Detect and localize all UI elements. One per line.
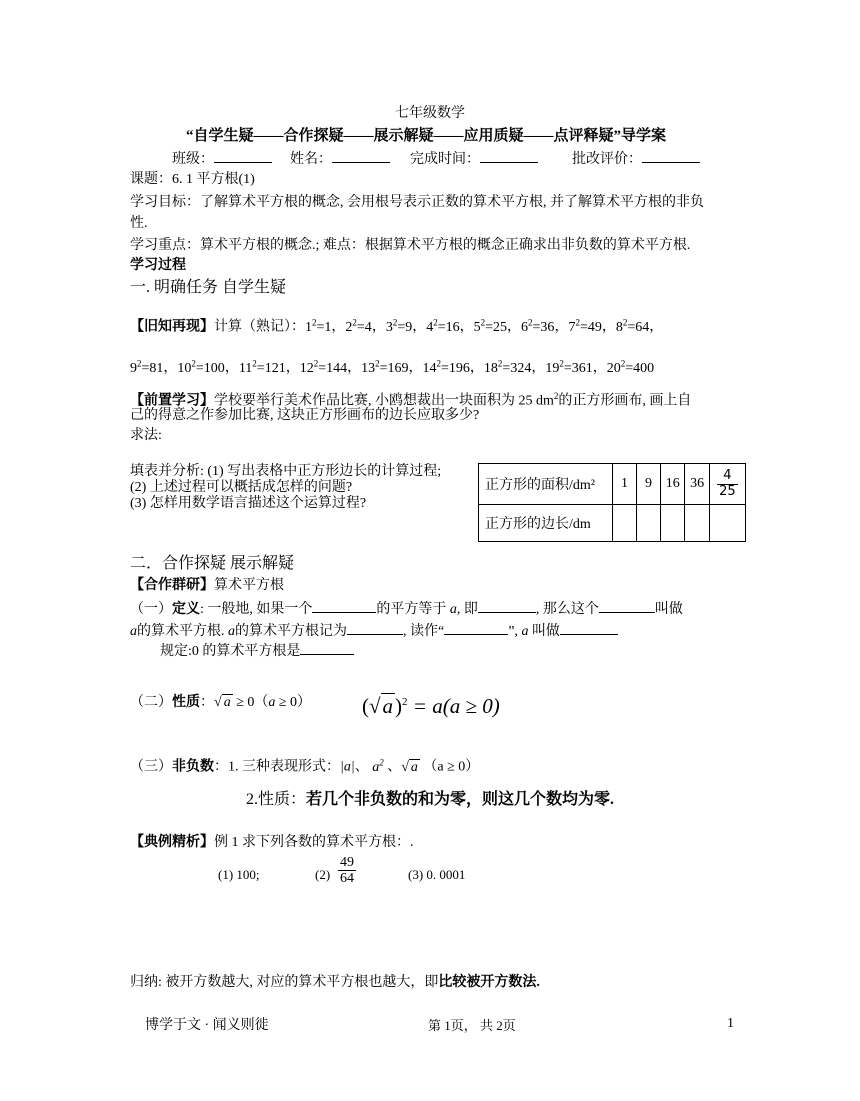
example-item-1: (1) 100; — [218, 867, 260, 882]
time-field — [410, 148, 538, 170]
study-topic: 算术平方根 — [214, 578, 284, 593]
prop-label: （二） — [130, 695, 172, 710]
side-cell[interactable] — [612, 505, 636, 542]
example-line — [130, 833, 414, 853]
fraction-49-64 — [338, 855, 356, 887]
def-text2: 的平方等于 — [376, 602, 447, 617]
square-fact: $3^2=9$ — [385, 317, 413, 335]
def2-a3: a — [521, 624, 529, 639]
review-line1 — [130, 312, 663, 338]
review-line2 — [130, 353, 654, 379]
prop-ineq: ≥ 0（ — [236, 695, 269, 710]
fraction — [717, 469, 738, 499]
pre-line2: 己的得意之作参加比赛, 这块正方形画布的边长应取多少? — [130, 408, 480, 423]
analysis-line3: (3) 怎样用数学语言描述这个运算过程? — [130, 496, 367, 511]
lesson-topic: 课题：6. 1 平方根(1) — [130, 172, 255, 187]
def-blank3[interactable] — [599, 598, 655, 613]
area-cell: 9 — [636, 464, 660, 505]
table-row — [479, 464, 746, 505]
def2-text2: 的算术平方根记为 — [235, 624, 347, 639]
square-fact: $8^2=64$ — [615, 317, 650, 335]
def2-text1: 的算术平方根. — [137, 624, 225, 639]
square-fact: $19^2=361$ — [545, 358, 593, 376]
review-intro: 计算（熟记）： — [214, 319, 305, 335]
class-label: 班级： — [172, 152, 214, 167]
property-line: （二）性质：√ a ≥ 0（a ≥ 0） — [130, 693, 311, 713]
square-fact: $4^2=16$ — [426, 317, 460, 335]
def-blank2[interactable] — [478, 598, 536, 613]
square-fact: $20^2=400$ — [606, 358, 655, 376]
class-blank[interactable] — [214, 148, 272, 163]
class-field — [172, 148, 272, 170]
side-cell[interactable] — [685, 505, 709, 542]
def-blank1[interactable] — [312, 598, 376, 613]
footer-motto: 博学于文 · 闻义则徙 — [145, 1018, 269, 1033]
fraction-numerator: 4 — [717, 469, 738, 484]
def-bold: 定义 — [172, 602, 200, 617]
subject-title: 七年级数学 — [395, 106, 465, 121]
summary-prefix: 归纳: 被开方数越大, 对应的算术平方根也越大，即 — [130, 975, 439, 990]
solve-label: 求法: — [130, 428, 162, 443]
prop-bold: 性质 — [172, 695, 200, 710]
rule-line — [160, 640, 354, 662]
name-label: 姓名： — [290, 152, 332, 167]
sqrt-a-paren: √a — [369, 694, 394, 718]
lesson-focus: 学习重点：算术平方根的概念.; 难点：根据算术平方根的概念正确求出非负数的算术平方根. — [130, 238, 691, 253]
square-fact: $18^2=324$ — [483, 358, 532, 376]
rule-text: 规定:0 的算术平方根是 — [160, 644, 301, 659]
lesson-goal-line2: 性. — [130, 216, 148, 231]
def2-blank3[interactable] — [560, 620, 618, 635]
grade-blank[interactable] — [642, 148, 700, 163]
definition-line2 — [130, 620, 618, 642]
nonneg-text: ：1. 三种表现形式： — [214, 759, 340, 775]
def-text4: , 那么这个 — [535, 602, 599, 617]
pre-tag: 【前置学习】 — [130, 393, 214, 409]
nonneg-property — [246, 789, 614, 811]
def2-text3: , 读作“ — [403, 624, 445, 639]
study-tag: 【合作群研】 — [130, 578, 214, 593]
square-fact: $10^2=100$ — [177, 358, 225, 376]
def-text3: , 即 — [456, 602, 478, 617]
square-fact: $14^2=196$ — [422, 358, 470, 376]
side-cell[interactable] — [661, 505, 685, 542]
example-tag: 【典例精析】 — [130, 835, 214, 850]
section1-title: 一. 明确任务 自学生疑 — [130, 279, 287, 296]
nonneg-prop-prefix: 2.性质： — [246, 791, 307, 808]
square-fact: $5^2=25$ — [473, 317, 508, 335]
grade-label: 批改评价： — [572, 152, 642, 167]
def-text1: : 一般地, 如果一个 — [200, 602, 313, 617]
side-cell[interactable] — [709, 505, 745, 542]
property-equation: $(√a)^2 = a(a \ge 0)$ — [362, 687, 500, 721]
study-line — [130, 576, 284, 596]
analysis-line1: 填表并分析: (1) 写出表格中正方形边长的计算过程; — [130, 464, 442, 479]
area-cell-fraction — [709, 464, 745, 505]
name-field — [290, 148, 390, 170]
def-label: （一） — [130, 602, 172, 617]
square-fact: $1^2=1$ — [305, 317, 332, 335]
summary-bold: 比较被开方数法. — [438, 975, 540, 990]
area-label-cell — [479, 464, 613, 505]
section2-title: 二．合作探疑 展示解疑 — [130, 555, 295, 572]
a-squared: $a^2$ — [372, 757, 384, 775]
area-cell: 36 — [685, 464, 709, 505]
ex2-numerator: 49 — [340, 855, 354, 870]
square-fact: $6^2=36$ — [521, 317, 555, 335]
def-a: a — [449, 602, 457, 617]
squares-row2: $9^2=81$，$10^2=100$，$11^2=121$，$12^2=144$，$13^2=169$，$14^2=196$，$18^2=324$，$19^2=361$，$20^2=400$ — [130, 358, 655, 376]
fraction-denominator: 25 — [719, 483, 736, 499]
motto-title: “自学生疑——合作探疑——展示解疑——应用质疑——点评释疑”导学案 — [186, 128, 667, 144]
summary-line — [130, 973, 540, 993]
nonneg-prop: 若几个非负数的和为零，则这几个数均为零. — [306, 791, 615, 808]
pre-text1: 学校要举行美术作品比赛, 小鸥想裁出一块面积为 25 dm — [214, 393, 554, 409]
def-text5: 叫做 — [654, 602, 683, 617]
def2-text4: ”, — [508, 624, 518, 639]
nonneg-label: （三） — [130, 759, 172, 775]
area-cell: 1 — [612, 464, 636, 505]
squares-row1: $1^2=1$，$2^2=4$，$3^2=9$，$4^2=16$，$5^2=25$，$6^2=36$，$7^2=49$，$8^2=64$， — [305, 317, 664, 335]
pre-sup: 2 — [553, 391, 559, 401]
example-item-2-fraction — [338, 855, 356, 887]
definition-line1 — [130, 598, 683, 620]
square-fact: $7^2=49$ — [568, 317, 602, 335]
abs-a: |a| — [340, 759, 355, 775]
rule-blank[interactable] — [300, 640, 354, 655]
square-table — [478, 463, 746, 542]
nonneg-cond: （a ≥ 0） — [423, 759, 480, 775]
area-cell: 16 — [661, 464, 685, 505]
footer-page-number: 1 — [727, 1016, 734, 1031]
square-fact: $13^2=169$ — [361, 358, 409, 376]
table-row — [479, 505, 746, 542]
sqrt-a: √ a — [214, 695, 231, 710]
example-text: 例 1 求下列各数的算术平方根：. — [214, 835, 414, 850]
nonneg-line: （三）非负数：1. 三种表现形式：|a|、 $a^2$ 、√ a （a ≥ 0） — [130, 752, 479, 778]
side-label: 正方形的边长/dm — [485, 517, 591, 532]
def2-a2: a — [228, 624, 235, 639]
square-fact: $12^2=144$ — [299, 358, 348, 376]
side-cell[interactable] — [636, 505, 660, 542]
process-title: 学习过程 — [130, 258, 186, 273]
nonneg-bold: 非负数 — [172, 759, 214, 775]
example-item-2-label: (2) — [315, 867, 331, 882]
time-blank[interactable] — [480, 148, 538, 163]
footer-page-info: 第 1页， 共 2页 — [428, 1018, 516, 1033]
prop-cond: ≥ 0） — [278, 695, 312, 710]
analysis-line2: (2) 上述过程可以概括成怎样的问题? — [130, 480, 353, 495]
def2-text5: 叫做 — [531, 624, 560, 639]
name-blank[interactable] — [332, 148, 390, 163]
square-fact: $2^2=4$ — [345, 317, 372, 335]
pre-text1-tail: 的正方形画布, 画上自 — [558, 393, 692, 409]
time-label: 完成时间： — [410, 152, 480, 167]
side-label-cell — [479, 505, 613, 542]
square-fact: $11^2=121$ — [238, 358, 286, 376]
square-fact: $9^2=81$ — [130, 358, 164, 376]
area-label: 正方形的面积/dm² — [485, 478, 595, 493]
grade-field — [572, 148, 700, 170]
def2-blank2[interactable] — [444, 620, 508, 635]
lesson-goal-line1: 学习目标：了解算术平方根的概念, 会用根号表示正数的算术平方根, 并了解算术平方根的非负 — [130, 195, 704, 210]
ex2-denominator: 64 — [340, 871, 354, 887]
def2-blank1[interactable] — [347, 620, 403, 635]
sqrt-a-nonneg: √ a — [401, 759, 418, 775]
review-tag: 【旧知再现】 — [130, 319, 214, 335]
prop-eq-rhs: = a(a ≥ 0) — [412, 694, 500, 718]
def2-a: a — [130, 624, 137, 639]
example-item-3: (3) 0. 0001 — [408, 867, 466, 882]
